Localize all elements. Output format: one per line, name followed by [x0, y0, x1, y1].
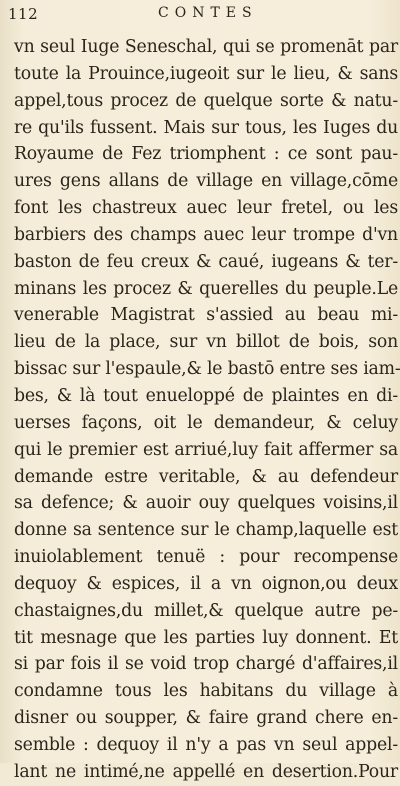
text-line: disner ou soupper, & faire grand chere en-: [14, 708, 398, 729]
text-line: bes, & là tout enueloppé de plaintes en di-: [14, 385, 398, 406]
text-line: sa defence; & auoir ouy quelques voisins,il: [14, 493, 398, 514]
text-line: lieu de la place, sur vn billot de bois, son: [14, 332, 398, 353]
text-line: vn seul Iuge Seneschal, qui se promenāt par: [14, 37, 398, 57]
text-line: ures gens allans de village en village,cōme: [14, 171, 398, 192]
text-line: qui le premier est arriué,luy fait affermer sa: [14, 439, 398, 460]
text-line: barbiers des champs auec leur trompe d'vn: [14, 224, 398, 245]
text-line: donne sa sentence sur le champ,laquelle est: [14, 520, 398, 541]
text-line: minans les procez & querelles du peuple.Le: [14, 278, 398, 299]
running-title: CONTES: [158, 5, 258, 21]
text-line: lant ne intimé,ne appellé en desertion.Pour: [14, 761, 398, 782]
text-line: venerable Magistrat s'assied au beau mi-: [14, 305, 398, 326]
text-line: font les chastreux auec leur fretel, ou les: [14, 198, 398, 219]
text-line: Royaume de Fez triomphent : ce sont pau-: [14, 144, 398, 165]
text-line: toute la Prouince,iugeoit sur le lieu, & sans: [14, 63, 398, 84]
text-line: tit mesnage que les parties luy donnent. Et: [14, 627, 398, 648]
text-line: si par fois il se void trop chargé d'affaires,il: [14, 654, 398, 675]
text-line: bissac sur l'espaule,& le bastō entre ses iam-: [14, 359, 400, 380]
text-line: condamne tous les habitans du village à: [14, 681, 398, 702]
text-line: demande estre veritable, & au defendeur: [14, 466, 398, 487]
text-line: semble : dequoy il n'y a pas vn seul appel-: [14, 734, 398, 755]
body-text: [14, 34, 398, 786]
text-line: chastaignes,du millet,& quelque autre pe-: [14, 600, 398, 621]
text-line: baston de feu creux & caué, iugeans & ter-: [14, 251, 398, 272]
page-header: [8, 5, 388, 27]
text-line: appel,tous procez de quelque sorte & natu-: [14, 90, 398, 111]
text-line: uerses façons, oit le demandeur, & celuy: [14, 412, 398, 433]
page-number: 112: [8, 5, 39, 23]
text-line: dequoy & espices, il a vn oignon,ou deux: [14, 573, 398, 594]
text-line: inuiolablement tenuë : pour recompense: [14, 547, 398, 568]
text-line: re qu'ils fussent. Mais sur tous, les Iuges du: [14, 117, 398, 138]
